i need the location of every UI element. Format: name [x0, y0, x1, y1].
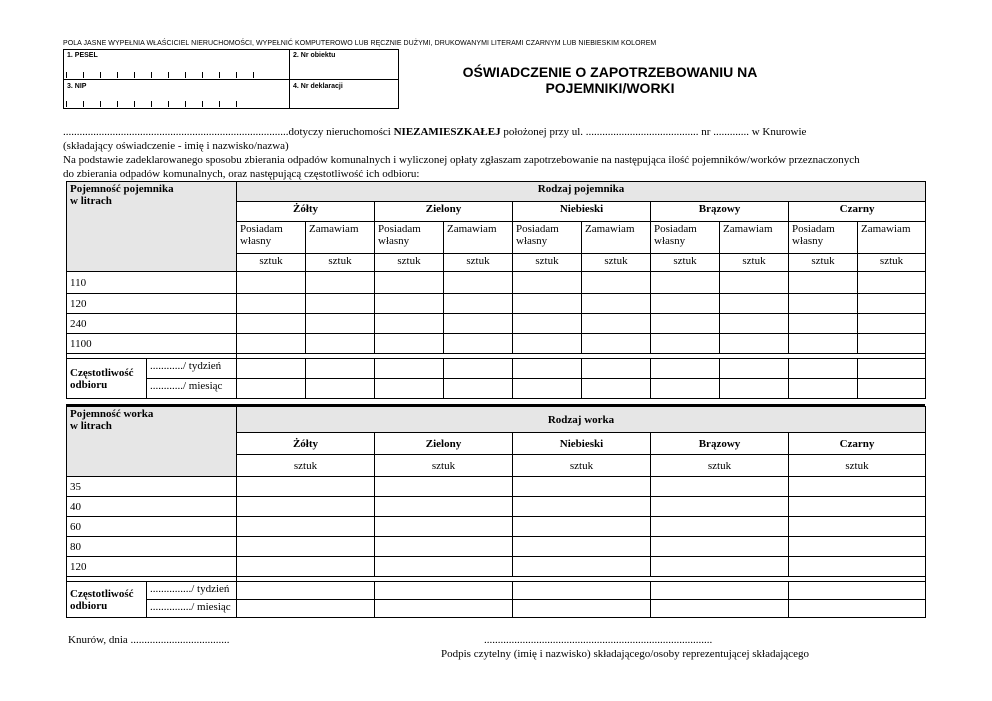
entry-cell[interactable] — [789, 537, 926, 557]
entry-cell[interactable] — [306, 272, 375, 294]
container-type-header: Rodzaj pojemnika — [237, 182, 926, 202]
order-container-header: Zamawiam — [858, 222, 926, 254]
table-row — [67, 272, 926, 294]
declaration-number-label: 4. Nr deklaracji — [293, 83, 343, 90]
entry-cell[interactable] — [513, 557, 651, 577]
entry-cell[interactable] — [789, 294, 858, 314]
entry-cell[interactable] — [237, 334, 306, 354]
unit-label: sztuk — [651, 455, 789, 477]
container-color-blue: Niebieski — [513, 202, 651, 222]
entry-cell[interactable] — [789, 334, 858, 354]
entry-cell[interactable] — [651, 582, 789, 600]
entry-cell[interactable] — [858, 314, 926, 334]
entry-cell[interactable] — [375, 359, 444, 379]
unit-label: sztuk — [651, 254, 720, 272]
entry-cell[interactable] — [444, 359, 513, 379]
entry-cell[interactable] — [375, 334, 444, 354]
bag-size: 120 — [67, 557, 237, 577]
container-frequency-month[interactable]: ............/ miesiąc — [147, 379, 237, 399]
bag-color-green: Zielony — [375, 433, 513, 455]
bag-size: 60 — [67, 517, 237, 537]
nip-field[interactable] — [64, 80, 290, 108]
entry-cell[interactable] — [237, 379, 306, 399]
form-instruction-note: POLA JASNE WYPEŁNIA WŁAŚCICIEL NIERUCHOMOŚCI, WYPEŁNIĆ KOMPUTEROWO LUB RĘCZNIE DUŻYMI, DRUKOWANYMI LITERAMI CZARNYM LUB NIEBIESKIM KOLOREM — [63, 40, 657, 47]
order-container-header: Zamawiam — [582, 222, 651, 254]
frequency-row-month — [67, 600, 926, 618]
unit-label: sztuk — [858, 254, 926, 272]
container-color-brown: Brązowy — [651, 202, 789, 222]
entry-cell[interactable] — [720, 314, 789, 334]
order-container-header: Zamawiam — [306, 222, 375, 254]
entry-cell[interactable] — [651, 334, 720, 354]
entry-cell[interactable] — [306, 334, 375, 354]
entry-cell[interactable] — [375, 294, 444, 314]
frequency-row-month — [67, 379, 926, 399]
entry-cell[interactable] — [375, 537, 513, 557]
own-container-header: Posiadam własny — [237, 222, 306, 254]
entry-cell[interactable] — [306, 314, 375, 334]
bag-frequency-label: Częstotliwość odbioru — [67, 582, 147, 618]
entry-cell[interactable] — [858, 379, 926, 399]
object-number-field[interactable] — [290, 50, 398, 80]
own-container-header: Posiadam własny — [789, 222, 858, 254]
entry-cell[interactable] — [651, 517, 789, 537]
entry-cell[interactable] — [513, 497, 651, 517]
entry-cell[interactable] — [513, 379, 582, 399]
entry-cell[interactable] — [651, 497, 789, 517]
document-title — [430, 64, 790, 96]
table-row — [67, 294, 926, 314]
entry-cell[interactable] — [582, 272, 651, 294]
declarant-name-dots[interactable]: .................................................................................. — [63, 126, 289, 138]
container-color-yellow: Żółty — [237, 202, 375, 222]
place-date-field[interactable]: Knurów, dnia .................................... — [68, 634, 230, 646]
bag-color-blue: Niebieski — [513, 433, 651, 455]
own-container-header: Posiadam własny — [651, 222, 720, 254]
bag-frequency-week[interactable]: .............../ tydzień — [147, 582, 237, 600]
order-container-header: Zamawiam — [444, 222, 513, 254]
entry-cell[interactable] — [651, 537, 789, 557]
entry-cell[interactable] — [375, 272, 444, 294]
pesel-field[interactable] — [64, 50, 290, 80]
entry-cell[interactable] — [237, 477, 375, 497]
entry-cell[interactable] — [513, 517, 651, 537]
order-container-header: Zamawiam — [720, 222, 789, 254]
entry-cell[interactable] — [789, 272, 858, 294]
entry-cell[interactable] — [858, 294, 926, 314]
entry-cell[interactable] — [720, 294, 789, 314]
frequency-row-week — [67, 582, 926, 600]
table-row — [67, 314, 926, 334]
declarant-caption: (składający oświadczenie - imię i nazwisko/nazwa) — [63, 140, 289, 152]
entry-cell[interactable] — [513, 582, 651, 600]
bag-type-header: Rodzaj worka — [237, 407, 926, 433]
entry-cell[interactable] — [444, 334, 513, 354]
entry-cell[interactable] — [444, 294, 513, 314]
entry-cell[interactable] — [651, 557, 789, 577]
entry-cell[interactable] — [444, 379, 513, 399]
entry-cell[interactable] — [582, 379, 651, 399]
entry-cell[interactable] — [375, 497, 513, 517]
unit-label: sztuk — [513, 254, 582, 272]
entry-cell[interactable] — [237, 497, 375, 517]
entry-cell[interactable] — [237, 582, 375, 600]
entry-cell[interactable] — [513, 359, 582, 379]
own-container-header: Posiadam własny — [375, 222, 444, 254]
entry-cell[interactable] — [444, 314, 513, 334]
entry-cell[interactable] — [513, 314, 582, 334]
containers-table — [66, 181, 926, 399]
nip-label: 3. NIP — [67, 83, 87, 90]
entry-cell[interactable] — [651, 294, 720, 314]
entry-cell[interactable] — [651, 359, 720, 379]
entry-cell[interactable] — [237, 272, 306, 294]
entry-cell[interactable] — [582, 334, 651, 354]
container-size: 240 — [67, 314, 237, 334]
entry-cell[interactable] — [513, 334, 582, 354]
container-capacity-header: Pojemność pojemnika w litrach — [67, 182, 237, 272]
unit-label: sztuk — [237, 254, 306, 272]
container-size: 1100 — [67, 334, 237, 354]
property-type: NIEZAMIESZKAŁEJ — [393, 126, 501, 138]
bag-capacity-header: Pojemność worka w litrach — [67, 407, 237, 477]
entry-cell[interactable] — [237, 600, 375, 618]
bag-size: 40 — [67, 497, 237, 517]
entry-cell[interactable] — [651, 600, 789, 618]
entry-cell[interactable] — [720, 334, 789, 354]
entry-cell[interactable] — [375, 517, 513, 537]
entry-cell[interactable] — [789, 557, 926, 577]
entry-cell[interactable] — [237, 359, 306, 379]
table-row — [67, 517, 926, 537]
entry-cell[interactable] — [789, 497, 926, 517]
entry-cell[interactable] — [513, 600, 651, 618]
bag-color-black: Czarny — [789, 433, 926, 455]
pesel-label: 1. PESEL — [67, 52, 98, 59]
container-color-black: Czarny — [789, 202, 926, 222]
unit-label: sztuk — [444, 254, 513, 272]
entry-cell[interactable] — [375, 600, 513, 618]
unit-label: sztuk — [375, 254, 444, 272]
entry-cell[interactable] — [513, 477, 651, 497]
container-frequency-week[interactable]: ............/ tydzień — [147, 359, 237, 379]
entry-cell[interactable] — [444, 272, 513, 294]
bags-table — [66, 406, 926, 618]
entry-cell[interactable] — [375, 314, 444, 334]
pesel-digit-ticks — [66, 72, 270, 78]
bag-size: 80 — [67, 537, 237, 557]
entry-cell[interactable] — [513, 294, 582, 314]
table-row — [67, 537, 926, 557]
bag-color-yellow: Żółty — [237, 433, 375, 455]
entry-cell[interactable] — [306, 379, 375, 399]
entry-cell[interactable] — [789, 582, 926, 600]
property-text: dotyczy nieruchomości — [288, 126, 394, 138]
entry-cell[interactable] — [789, 517, 926, 537]
entry-cell[interactable] — [375, 582, 513, 600]
entry-cell[interactable] — [858, 272, 926, 294]
container-size: 120 — [67, 294, 237, 314]
signature-field[interactable]: ................................................................................... — [484, 634, 713, 646]
entry-cell[interactable] — [858, 334, 926, 354]
unit-label: sztuk — [582, 254, 651, 272]
declaration-number-field[interactable] — [290, 80, 398, 108]
unit-label: sztuk — [513, 455, 651, 477]
entry-cell[interactable] — [237, 517, 375, 537]
title-line-1: OŚWIADCZENIE O ZAPOTRZEBOWANIU NA — [462, 64, 758, 80]
entry-cell[interactable] — [789, 359, 858, 379]
entry-cell[interactable] — [720, 379, 789, 399]
entry-cell[interactable] — [789, 477, 926, 497]
entry-cell[interactable] — [582, 314, 651, 334]
entry-cell[interactable] — [789, 379, 858, 399]
own-container-header: Posiadam własny — [513, 222, 582, 254]
entry-cell[interactable] — [237, 314, 306, 334]
nip-digit-ticks — [66, 101, 253, 107]
entry-cell[interactable] — [789, 600, 926, 618]
entry-cell[interactable] — [513, 272, 582, 294]
entry-cell[interactable] — [237, 557, 375, 577]
table-row — [67, 477, 926, 497]
signature-caption: Podpis czytelny (imię i nazwisko) składającego/osoby reprezentującej składającego — [441, 648, 810, 660]
entry-cell[interactable] — [306, 294, 375, 314]
table-row — [67, 334, 926, 354]
unit-label: sztuk — [789, 254, 858, 272]
entry-cell[interactable] — [375, 557, 513, 577]
unit-label: sztuk — [375, 455, 513, 477]
address-text: położonej przy ul. ......................................... nr ............. w Knurowie — [500, 126, 807, 138]
entry-cell[interactable] — [513, 537, 651, 557]
entry-cell[interactable] — [237, 537, 375, 557]
entry-cell[interactable] — [651, 379, 720, 399]
unit-label: sztuk — [306, 254, 375, 272]
entry-cell[interactable] — [651, 477, 789, 497]
entry-cell[interactable] — [375, 477, 513, 497]
unit-label: sztuk — [720, 254, 789, 272]
entry-cell[interactable] — [789, 314, 858, 334]
container-frequency-label: Częstotliwość odbioru — [67, 359, 147, 399]
unit-label: sztuk — [237, 455, 375, 477]
intro-paragraph-line-1: Na podstawie zadeklarowanego sposobu zbierania odpadów komunalnych i wyliczonej opłaty zgłaszam zapotrzebowanie na następująca ilość pojemników/worków przeznaczonych — [63, 154, 860, 166]
entry-cell[interactable] — [720, 272, 789, 294]
identification-box — [63, 49, 399, 109]
table-row — [67, 557, 926, 577]
entry-cell[interactable] — [858, 359, 926, 379]
entry-cell[interactable] — [582, 359, 651, 379]
entry-cell[interactable] — [375, 379, 444, 399]
declarant-line — [63, 126, 806, 139]
entry-cell[interactable] — [651, 314, 720, 334]
container-color-green: Zielony — [375, 202, 513, 222]
bag-color-brown: Brązowy — [651, 433, 789, 455]
entry-cell[interactable] — [651, 272, 720, 294]
bag-size: 35 — [67, 477, 237, 497]
frequency-row-week — [67, 359, 926, 379]
entry-cell[interactable] — [306, 359, 375, 379]
title-line-2: POJEMNIKI/WORKI — [545, 80, 675, 96]
entry-cell[interactable] — [720, 359, 789, 379]
unit-label: sztuk — [789, 455, 926, 477]
bag-frequency-month[interactable]: .............../ miesiąc — [147, 600, 237, 618]
entry-cell[interactable] — [582, 294, 651, 314]
object-number-label: 2. Nr obiektu — [293, 52, 336, 59]
table-row — [67, 497, 926, 517]
entry-cell[interactable] — [237, 294, 306, 314]
container-size: 110 — [67, 272, 237, 294]
intro-paragraph-line-2: do zbierania odpadów komunalnych, oraz następującą częstotliwość ich odbioru: — [63, 168, 420, 180]
